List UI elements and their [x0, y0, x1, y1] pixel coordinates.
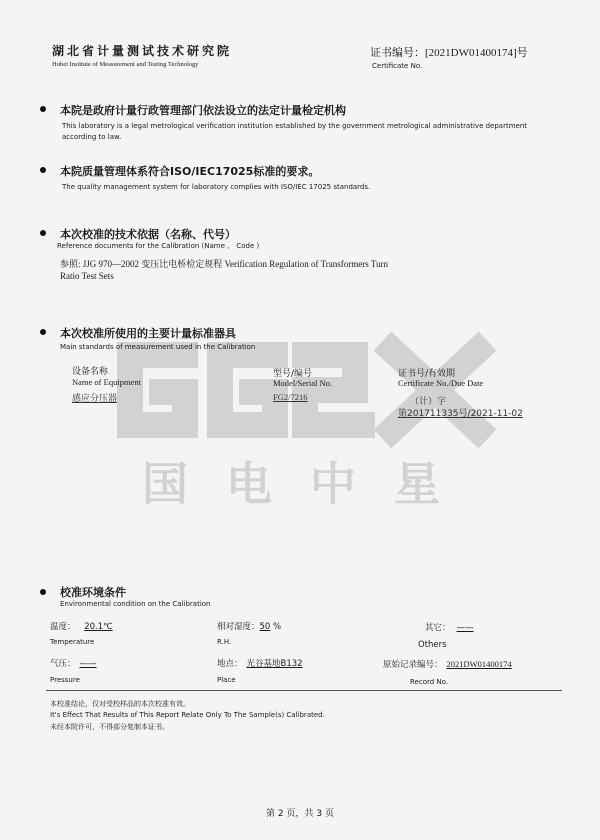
bullet-icon [40, 106, 46, 112]
bullet-icon [40, 167, 46, 173]
cert-label-en: Certificate No. [372, 62, 423, 70]
watermark-logo [100, 330, 520, 520]
cert-header-en: Certificate No./Due Date [398, 378, 484, 388]
section4-title: 本次校准所使用的主要计量标准器具 [60, 327, 236, 340]
section2-title: 本院质量管理体系符合ISO/IEC17025标准的要求。 [60, 165, 320, 178]
section3-title: 本次校准的技术依据（名称、代号） [60, 228, 236, 241]
certificate-number [370, 44, 528, 60]
pressure-value: —— [79, 659, 97, 669]
page-number: 第 2 页，共 3 页 [266, 809, 334, 819]
watermark-text: 国电中星 [142, 457, 478, 511]
record-en: Record No. [410, 678, 449, 686]
equipment-name-header-en: Name of Equipment [72, 377, 141, 387]
record-value: 2021DW01400174 [446, 659, 512, 669]
institute-name-cn: 湖北省计量测试技术研究院 [52, 44, 233, 58]
pressure-field [50, 657, 97, 669]
others-en: Others [418, 640, 447, 650]
others-value: —— [456, 623, 474, 633]
temperature-value: 20.1℃ [84, 622, 113, 632]
footer-note-cn: 本校准结论，仅对受校样品的本次校准有效。 [50, 700, 190, 708]
reference-doc-line1: 参照: JJG 970—2002 变压比电桥检定规程 Verification Regulation of Transformers Turn [60, 259, 388, 269]
institute-name-en: Hubei Institute of Measurement and Testing Technology [52, 61, 199, 68]
place-label: 地点： [217, 659, 243, 669]
bullet-icon [40, 329, 46, 335]
cert-number-value: [2021DW01400174] [425, 47, 517, 59]
section3-en: Reference documents for the Calibration (Name 、 Code ) [57, 242, 260, 250]
section1-en-line2: according to law. [62, 133, 122, 141]
temperature-en: Temperature [50, 638, 95, 646]
reference-doc-line2: Ratio Test Sets [60, 271, 114, 281]
cert-header-cn: 证书号/有效期 [398, 369, 456, 379]
humidity-en: R.H. [217, 638, 232, 646]
humidity-unit: % [273, 622, 282, 632]
section4-en: Main standards of measurement used in the Calibration [60, 343, 256, 351]
equipment-name-value: 感应分压器 [72, 394, 118, 404]
cert-prefix: （计）字 [410, 397, 447, 407]
cert-label-cn: 证书编号： [370, 46, 425, 59]
environment-title-en: Environmental condition on the Calibration [60, 600, 211, 608]
temperature-field [50, 620, 113, 632]
equipment-name-header-cn: 设备名称 [72, 367, 109, 377]
footer-copy-note: 未经本院许可，不得部分复制本证书。 [50, 723, 169, 731]
model-serial-value: FG2/7216 [273, 392, 308, 402]
record-field [383, 658, 512, 670]
humidity-label: 相对湿度： [217, 622, 260, 632]
others-field [425, 621, 474, 633]
section1-title: 本院是政府计量行政管理部门依法设立的法定计量检定机构 [60, 104, 346, 117]
section2-en: The quality management system for laboratory complies with ISO/IEC 17025 standards. [62, 183, 371, 191]
temperature-label: 温度： [50, 622, 76, 632]
model-header-cn: 型号/编号 [273, 369, 313, 379]
humidity-field [217, 620, 281, 632]
humidity-value: 50 [259, 622, 271, 632]
bullet-icon [40, 589, 46, 595]
section1-en-line1: This laboratory is a legal metrological verification institution established by the government metrological administrative department [62, 122, 528, 130]
footer-note-en: It's Effect That Results of This Report Relate Only To The Sample(s) Calibrated. [50, 711, 325, 719]
place-field [217, 657, 303, 669]
bullet-icon [40, 230, 46, 236]
pressure-label: 气压： [50, 659, 76, 669]
cert-due-value: 第201711335号/2021-11-02 [398, 409, 523, 419]
place-en: Place [217, 676, 236, 684]
environment-title: 校准环境条件 [60, 586, 126, 599]
record-label: 原始记录编号： [383, 660, 443, 670]
cert-suffix: 号 [516, 46, 528, 59]
divider [46, 690, 562, 691]
others-label: 其它： [425, 623, 451, 633]
pressure-en: Pressure [50, 676, 80, 684]
place-value: 光谷基地B132 [246, 659, 303, 669]
model-header-en: Model/Serial No. [273, 378, 333, 388]
